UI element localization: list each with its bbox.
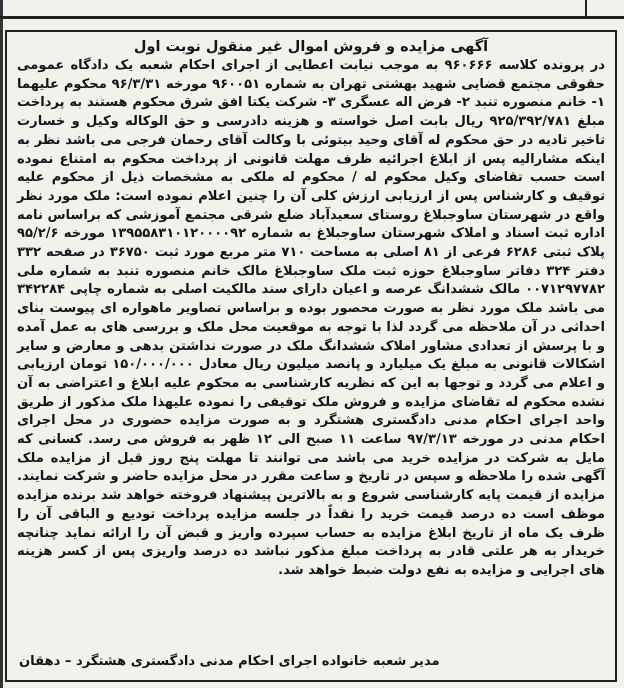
column-divider-line xyxy=(585,0,587,17)
top-divider-line xyxy=(0,16,624,19)
page-edge xyxy=(0,0,3,688)
notice-title: آگهی مزایده و فروش اموال غیر منقول نوبت اول xyxy=(133,39,489,55)
notice-signature: مدیر شعبه خانواده اجرای احکام مدنی دادگستری هشتگرد – دهقان xyxy=(19,654,440,669)
notice-body: در پرونده کلاسه ۹۶۰۶۶۶ به موجب نیابت اعطایی از اجرای احکام شعبه یک دادگاه عمومی حقوقی مجتمع قضایی شهید بهشتی تهران به شماره ۹۶۰۰۵۱ مورخه ۹۶/۳/۳۱ محکوم علیهما ۱- خانم منصوره تنبد ۲- فرض اله عسگری ۳- شرکت یکتا افق شرق محکوم هستند به پرداخت مبلغ ۹۲۵/۳۹۲/۷۸۱ ریال بابت اصل خواسته و هزینه دادرسی و حق الوکاله وکیل و خسارت تاخیر تادیه در حق محکوم له آقای وحید بیتوئی با وکالت آقای رحمان فرجی می باشد نظر به اینکه مشارالیه پس از ابلاغ اجرائیه ظرف مهلت قانونی از پرداخت محکوم به امتناع نموده است حسب تقاضای وکیل محکوم له / محکوم له ملکی به مشخصات ذیل از محکوم علیه توقیف و کارشناس پس از ارزیابی ارزش کلی آن را چنین اعلام نموده است: ملک مورد نظر واقع در شهرستان ساوجبلاغ روستای سعیدآباد ضلع شرقی مجتمع آموزشی که براساس نامه اداره ثبت اسناد و املاک شهرستان ساوجبلاغ به شماره ۱۳۹۵۵۸۳۱۰۱۲۰۰۰۰۹۲ مورخه ۹۵/۲/۶ پلاک ثبتی ۶۲۸۶ فرعی از ۸۱ اصلی به مساحت ۷۱۰ متر مربع مورد ثبت ۳۶۷۵۰ در صفحه ۳۳۲ دفتر ۳۲۴ دفاتر ساوجبلاغ حوزه ثبت ملک ساوجبلاغ مالک خانم منصوره تنبد به شماره ملی ۰۰۷۱۲۹۷۷۸۲ مالک ششدانگ عرصه و اعیان دارای سند مالکیت اصلی به شماره چاپی ۳۴۲۲۸۴ می باشد ملک مورد نظر به صورت محصور بوده و براساس تصاویر ماهواره ای پیوست بنای احداثی در آن ملاحظه می گردد لذا با توجه به موقعیت محل ملک و بررسی های به عمل آمده و با پرسش از تعدادی مشاور املاک ششدانگ ملک در صورت نداشتن بدهی و معارض و سایر اشکالات قانونی به مبلغ یک میلیارد و پانصد میلیون ریال معادل ۱۵۰/۰۰۰/۰۰۰ تومان ارزیابی و اعلام می گردد و توجها به این که نظریه کارشناسی به محکوم علیه ابلاغ و اعتراضی به آن نشده محکوم له تقاضای مزایده و فروش ملک توقیفی را نموده علیهذا ملک مذکور از طریق واحد اجرای احکام مدنی دادگستری هشتگرد و به صورت مزایده حضوری در محل اجرای احکام مدنی در مورخه ۹۷/۳/۱۳ ساعت ۱۱ صبح الی ۱۲ ظهر به فروش می رسد. کسانی که مایل به شرکت در مزایده خرید می باشد می توانند تا مهلت پنج روز قبل از مزایده ملک آگهی شده را ملاحظه و سپس در تاریخ و ساعت مقرر در محل مزایده حاضر و شرکت نمایند. مزایده از قیمت پایه کارشناسی شروع و به بالاترین پیشنهاد فروخته خواهد شد برنده مزایده موظف است ده درصد قیمت خرید را نقداً در جلسه مزایده پرداخت تودیع و الباقی آن را ظرف یک ماه از تاریخ ابلاغ مزایده به حساب سپرده واریز و قبض آن را ارائه نماید چنانچه خریدار به هر علتی قادر به پرداخت مبلغ مذکور نباشد ده درصد واریزی پس از کسر هزینه های اجرایی و مزایده به نفع دولت ضبط خواهد شد. xyxy=(17,58,606,578)
auction-notice-box xyxy=(5,30,617,682)
